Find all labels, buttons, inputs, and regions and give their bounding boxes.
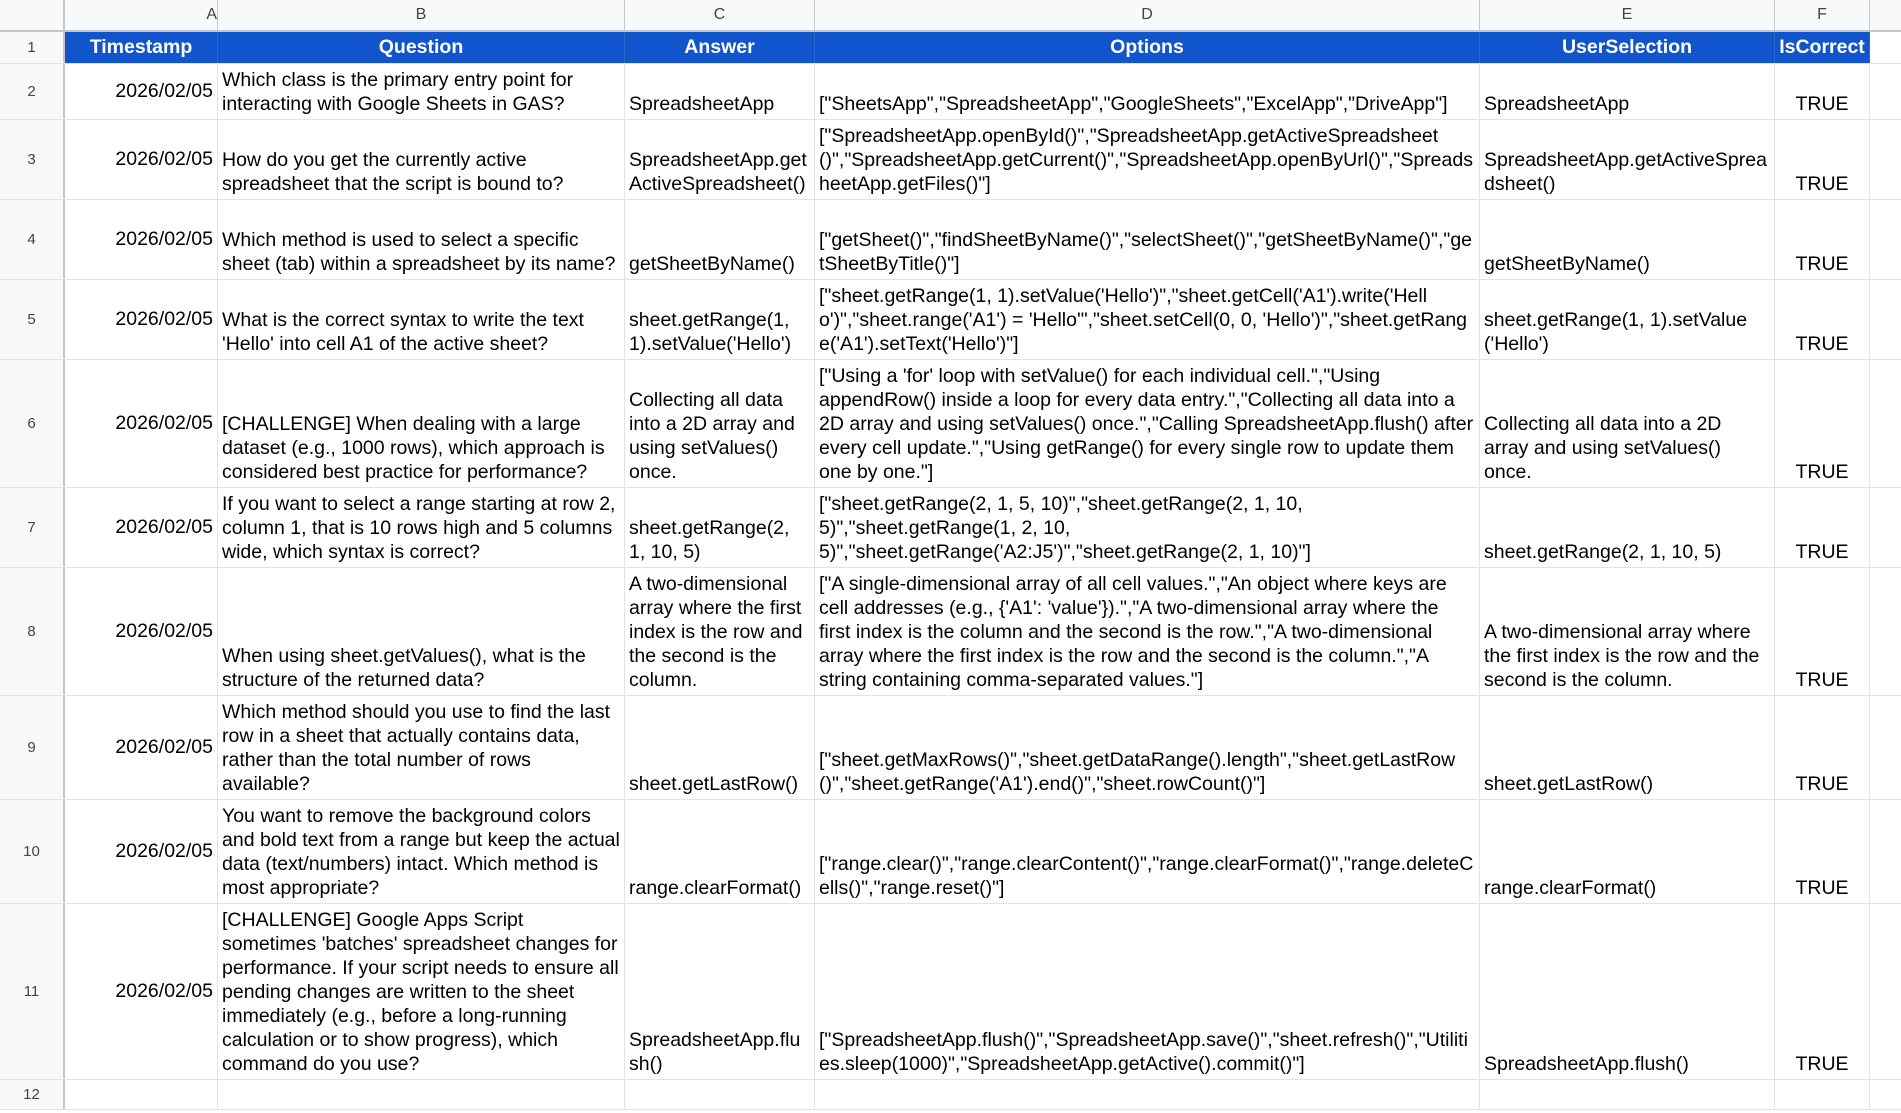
question-text: You want to remove the background colors and bold text from a range but keep the actual data (text/numbers) intact. Which method is most appropriate? [222, 805, 620, 899]
cell-options[interactable] [815, 360, 1480, 487]
table-row [0, 280, 1901, 360]
header-options[interactable]: Options [815, 32, 1480, 63]
cell-answer[interactable] [625, 64, 815, 119]
cell-is-correct[interactable] [1775, 904, 1870, 1079]
answer-text: SpreadsheetApp.getActiveSpreadsheet() [629, 149, 807, 195]
user-selection-text: SpreadsheetApp.getActiveSpreadsheet() [1484, 149, 1767, 195]
cell-user-selection[interactable] [1480, 200, 1775, 279]
empty-cell[interactable] [1870, 360, 1901, 487]
row-number[interactable]: 6 [0, 360, 65, 487]
cell-timestamp[interactable] [65, 488, 218, 567]
cell-question[interactable] [218, 64, 625, 119]
is-correct-text: TRUE [1795, 333, 1849, 355]
empty-cell[interactable] [1870, 280, 1901, 359]
cell-answer[interactable] [625, 360, 815, 487]
cell-is-correct[interactable] [1775, 120, 1870, 199]
empty-cell[interactable] [1870, 64, 1901, 119]
cell-options[interactable] [815, 280, 1480, 359]
is-correct-text: TRUE [1795, 173, 1849, 195]
table-row [0, 360, 1901, 488]
question-text: When using sheet.getValues(), what is the structure of the returned data? [222, 645, 586, 691]
cell-answer[interactable] [625, 904, 815, 1079]
cell-user-selection[interactable] [1480, 696, 1775, 799]
cell-timestamp[interactable] [65, 904, 218, 1079]
select-all-corner[interactable] [0, 0, 65, 30]
empty-cell[interactable] [1870, 120, 1901, 199]
user-selection-text: Collecting all data into a 2D array and using setValues() once. [1484, 413, 1722, 483]
cell-answer[interactable] [625, 568, 815, 695]
is-correct-text: TRUE [1795, 1053, 1849, 1075]
row-number[interactable]: 9 [0, 696, 65, 799]
question-text: [CHALLENGE] When dealing with a large dataset (e.g., 1000 rows), which approach is considered best practice for performance? [222, 413, 605, 483]
empty-cell[interactable] [1480, 1080, 1775, 1109]
timestamp-text: 2026/02/05 [115, 840, 213, 862]
table-row [0, 568, 1901, 696]
empty-cell[interactable] [1870, 800, 1901, 903]
empty-cell[interactable] [1870, 32, 1901, 63]
empty-cell[interactable] [1870, 488, 1901, 567]
cell-timestamp[interactable] [65, 120, 218, 199]
cell-options[interactable] [815, 904, 1480, 1079]
empty-cell[interactable] [218, 1080, 625, 1109]
options-text: ["SheetsApp","SpreadsheetApp","GoogleSheets","ExcelApp","DriveApp"] [819, 93, 1448, 115]
header-is-correct[interactable]: IsCorrect [1775, 32, 1870, 63]
table-row [0, 120, 1901, 200]
answer-text: Collecting all data into a 2D array and using setValues() once. [629, 389, 795, 483]
cell-question[interactable] [218, 904, 625, 1079]
answer-text: sheet.getRange(1, 1).setValue('Hello') [629, 309, 792, 355]
cell-options[interactable] [815, 488, 1480, 567]
cell-is-correct[interactable] [1775, 696, 1870, 799]
question-text: Which class is the primary entry point for interacting with Google Sheets in GAS? [222, 69, 574, 115]
cell-question[interactable] [218, 360, 625, 487]
user-selection-text: sheet.getRange(1, 1).setValue('Hello') [1484, 309, 1748, 355]
cell-question[interactable] [218, 696, 625, 799]
answer-text: sheet.getLastRow() [629, 773, 799, 795]
header-question[interactable]: Question [218, 32, 625, 63]
header-timestamp[interactable]: Timestamp [65, 32, 218, 63]
cell-question[interactable] [218, 200, 625, 279]
cell-answer[interactable] [625, 488, 815, 567]
question-text: What is the correct syntax to write the text 'Hello' into cell A1 of the active sheet? [222, 309, 584, 355]
answer-text: SpreadsheetApp.flush() [629, 1029, 801, 1075]
options-text: ["getSheet()","findSheetByName()","selectSheet()","getSheetByName()","getSheetByTitle()"] [819, 229, 1473, 275]
is-correct-text: TRUE [1795, 773, 1849, 795]
row-number[interactable]: 8 [0, 568, 65, 695]
table-header-row [0, 32, 1901, 64]
row-number[interactable]: 7 [0, 488, 65, 567]
answer-text: getSheetByName() [629, 253, 795, 275]
table-row [0, 488, 1901, 568]
cell-user-selection[interactable] [1480, 488, 1775, 567]
options-text: ["SpreadsheetApp.openById()","SpreadsheetApp.getActiveSpreadsheet()","SpreadsheetApp.getCurrent()","SpreadsheetApp.openByUrl()","SpreadsheetApp.getFiles()"] [819, 125, 1473, 195]
cell-timestamp[interactable] [65, 360, 218, 487]
header-user-selection[interactable]: UserSelection [1480, 32, 1775, 63]
user-selection-text: SpreadsheetApp.flush() [1484, 1053, 1689, 1075]
cell-is-correct[interactable] [1775, 488, 1870, 567]
column-header-a[interactable]: A [65, 0, 218, 30]
row-number[interactable]: 1 [0, 32, 65, 63]
row-number[interactable]: 12 [0, 1080, 65, 1109]
is-correct-text: TRUE [1795, 541, 1849, 563]
cell-options[interactable] [815, 64, 1480, 119]
is-correct-text: TRUE [1795, 93, 1849, 115]
question-text: How do you get the currently active spreadsheet that the script is bound to? [222, 149, 564, 195]
cell-answer[interactable] [625, 120, 815, 199]
answer-text: range.clearFormat() [629, 877, 802, 899]
cell-is-correct[interactable] [1775, 280, 1870, 359]
row-number[interactable]: 2 [0, 64, 65, 119]
cell-user-selection[interactable] [1480, 360, 1775, 487]
row-number[interactable]: 10 [0, 800, 65, 903]
timestamp-text: 2026/02/05 [115, 308, 213, 330]
empty-cell[interactable] [815, 1080, 1480, 1109]
question-text: [CHALLENGE] Google Apps Script sometimes 'batches' spreadsheet changes for performance. If your script needs to ensure all pending changes are written to the sheet immediately (e.g., before a long-running calculation or to show progress), which command do you use? [222, 909, 619, 1075]
cell-timestamp[interactable] [65, 200, 218, 279]
cell-user-selection[interactable] [1480, 64, 1775, 119]
cell-options[interactable] [815, 696, 1480, 799]
answer-text: sheet.getRange(2, 1, 10, 5) [629, 517, 790, 563]
cell-timestamp[interactable] [65, 696, 218, 799]
column-header-f[interactable]: F [1775, 0, 1870, 30]
is-correct-text: TRUE [1795, 669, 1849, 691]
cell-user-selection[interactable] [1480, 568, 1775, 695]
cell-is-correct[interactable] [1775, 64, 1870, 119]
cell-answer[interactable] [625, 200, 815, 279]
cell-options[interactable] [815, 120, 1480, 199]
column-header-d[interactable]: D [815, 0, 1480, 30]
column-header-e[interactable]: E [1480, 0, 1775, 30]
timestamp-text: 2026/02/05 [115, 980, 213, 1002]
cell-answer[interactable] [625, 800, 815, 903]
cell-answer[interactable] [625, 280, 815, 359]
empty-cell[interactable] [1775, 1080, 1870, 1109]
is-correct-text: TRUE [1795, 253, 1849, 275]
row-number[interactable]: 11 [0, 904, 65, 1079]
cell-is-correct[interactable] [1775, 200, 1870, 279]
empty-cell[interactable] [65, 1080, 218, 1109]
user-selection-text: sheet.getLastRow() [1484, 773, 1654, 795]
column-header-bar [0, 0, 1901, 32]
row-number[interactable]: 5 [0, 280, 65, 359]
cell-question[interactable] [218, 568, 625, 695]
is-correct-text: TRUE [1795, 877, 1849, 899]
cell-question[interactable] [218, 488, 625, 567]
answer-text: A two-dimensional array where the first index is the row and the second is the column. [629, 573, 803, 691]
question-text: Which method should you use to find the last row in a sheet that actually contains data, rather than the total number of rows available? [222, 701, 611, 795]
cell-timestamp[interactable] [65, 64, 218, 119]
column-header-g[interactable] [1870, 0, 1901, 30]
user-selection-text: range.clearFormat() [1484, 877, 1657, 899]
cell-user-selection[interactable] [1480, 904, 1775, 1079]
options-text: ["A single-dimensional array of all cell values.","An object where keys are cell addresses (e.g., {'A1': 'value'}).","A two-dimensional array where the first index is the column and the second is the row.","A two-dimensional array where the first index is the row and the second is the column.","A string containing comma-separated values."] [819, 573, 1447, 691]
cell-question[interactable] [218, 120, 625, 199]
cell-answer[interactable] [625, 696, 815, 799]
options-text: ["range.clear()","range.clearContent()","range.clearFormat()","range.deleteCells()","range.reset()"] [819, 853, 1474, 899]
cell-is-correct[interactable] [1775, 800, 1870, 903]
empty-cell[interactable] [1870, 568, 1901, 695]
question-text: If you want to select a range starting at row 2, column 1, that is 10 rows high and 5 columns wide, which syntax is correct? [222, 493, 616, 563]
table-row [0, 64, 1901, 120]
cell-is-correct[interactable] [1775, 568, 1870, 695]
options-text: ["Using a 'for' loop with setValue() for each individual cell.","Using appendRow() inside a loop for every data entry.","Collecting all data into a 2D array and using setValues() once.","Calling SpreadsheetApp.flush() after every cell update.","Using getRange() for every single row to update them one by one."] [819, 365, 1474, 483]
table-row [0, 200, 1901, 280]
is-correct-text: TRUE [1795, 461, 1849, 483]
column-header-c[interactable]: C [625, 0, 815, 30]
cell-question[interactable] [218, 280, 625, 359]
column-header-b[interactable]: B [218, 0, 625, 30]
timestamp-text: 2026/02/05 [115, 412, 213, 434]
row-number[interactable]: 4 [0, 200, 65, 279]
cell-is-correct[interactable] [1775, 360, 1870, 487]
user-selection-text: A two-dimensional array where the first index is the row and the second is the column. [1484, 621, 1760, 691]
row-number[interactable]: 3 [0, 120, 65, 199]
cell-user-selection[interactable] [1480, 800, 1775, 903]
cell-options[interactable] [815, 800, 1480, 903]
timestamp-text: 2026/02/05 [115, 736, 213, 758]
cell-user-selection[interactable] [1480, 280, 1775, 359]
empty-cell[interactable] [1870, 904, 1901, 1079]
answer-text: SpreadsheetApp [629, 93, 775, 115]
user-selection-text: getSheetByName() [1484, 253, 1650, 275]
empty-cell[interactable] [1870, 696, 1901, 799]
table-row [0, 696, 1901, 800]
timestamp-text: 2026/02/05 [115, 516, 213, 538]
user-selection-text: SpreadsheetApp [1484, 93, 1630, 115]
options-text: ["sheet.getRange(1, 1).setValue('Hello')","sheet.getCell('A1').write('Hello')","sheet.range('A1') = 'Hello'","sheet.setCell(0, 0, 'Hello')","sheet.getRange('A1').setText('Hello')"] [819, 285, 1468, 355]
table-row [0, 904, 1901, 1080]
header-answer[interactable]: Answer [625, 32, 815, 63]
question-text: Which method is used to select a specific sheet (tab) within a spreadsheet by its name? [222, 229, 616, 275]
timestamp-text: 2026/02/05 [115, 80, 213, 102]
timestamp-text: 2026/02/05 [115, 228, 213, 250]
table-row-empty [0, 1080, 1901, 1110]
cell-options[interactable] [815, 200, 1480, 279]
cell-user-selection[interactable] [1480, 120, 1775, 199]
timestamp-text: 2026/02/05 [115, 620, 213, 642]
timestamp-text: 2026/02/05 [115, 148, 213, 170]
cell-timestamp[interactable] [65, 280, 218, 359]
table-row [0, 800, 1901, 904]
cell-question[interactable] [218, 800, 625, 903]
options-text: ["SpreadsheetApp.flush()","SpreadsheetApp.save()","sheet.refresh()","Utilities.sleep(1000)","SpreadsheetApp.getActive().commit()"] [819, 1029, 1468, 1075]
options-text: ["sheet.getMaxRows()","sheet.getDataRange().length","sheet.getLastRow()","sheet.getRange('A1').end()","sheet.rowCount()"] [819, 749, 1456, 795]
empty-cell[interactable] [1870, 1080, 1901, 1109]
empty-cell[interactable] [1870, 200, 1901, 279]
user-selection-text: sheet.getRange(2, 1, 10, 5) [1484, 541, 1722, 563]
empty-cell[interactable] [625, 1080, 815, 1109]
cell-timestamp[interactable] [65, 800, 218, 903]
options-text: ["sheet.getRange(2, 1, 5, 10)","sheet.getRange(2, 1, 10, 5)","sheet.getRange(1, 2, 10, 5)","sheet.getRange('A2:J5')","sheet.getRange(2, 1, 10)"] [819, 493, 1311, 563]
cell-options[interactable] [815, 568, 1480, 695]
cell-timestamp[interactable] [65, 568, 218, 695]
